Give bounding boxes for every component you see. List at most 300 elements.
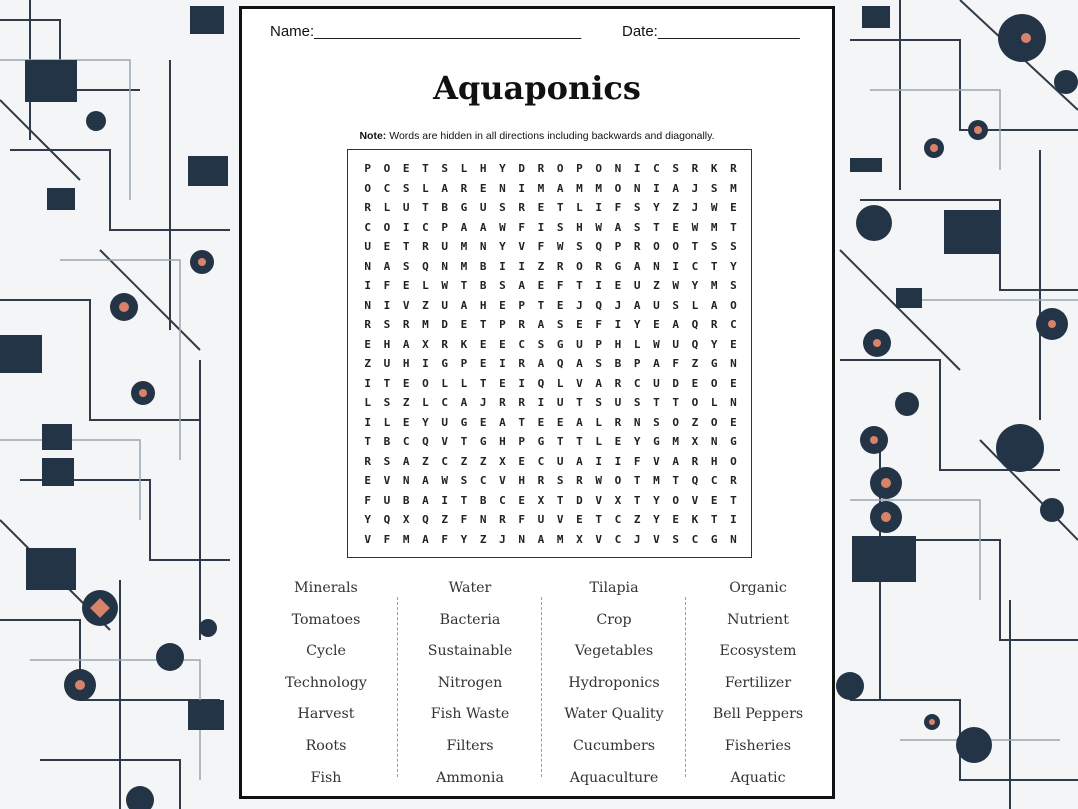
grid-letter[interactable]: W [441, 474, 448, 487]
grid-letter[interactable]: I [537, 220, 545, 234]
grid-letter[interactable]: E [460, 318, 468, 331]
grid-letter[interactable]: E [479, 337, 487, 351]
grid-letter[interactable]: O [672, 415, 679, 429]
grid-letter[interactable]: U [402, 201, 410, 214]
grid-letter[interactable]: T [576, 279, 583, 292]
grid-letter[interactable]: I [614, 318, 622, 331]
grid-letter[interactable]: R [710, 318, 718, 331]
grid-letter[interactable]: C [537, 454, 545, 468]
grid-letter[interactable]: O [672, 493, 679, 507]
grid-letter[interactable]: J [691, 181, 699, 195]
grid-letter[interactable]: P [441, 220, 448, 234]
grid-letter[interactable]: T [364, 435, 371, 448]
grid-letter[interactable]: F [633, 454, 641, 468]
grid-letter[interactable]: U [537, 513, 545, 526]
grid-letter[interactable]: J [576, 298, 583, 312]
grid-letter[interactable]: N [479, 240, 487, 253]
grid-letter[interactable]: A [537, 318, 545, 331]
grid-letter[interactable]: C [710, 474, 718, 487]
grid-letter[interactable]: U [441, 240, 448, 253]
grid-letter[interactable]: Y [730, 259, 737, 273]
grid-letter[interactable]: A [383, 259, 391, 273]
grid-letter[interactable]: V [383, 474, 391, 487]
grid-letter[interactable]: X [691, 435, 699, 448]
grid-letter[interactable]: R [537, 162, 545, 175]
grid-letter[interactable]: C [653, 162, 660, 175]
grid-letter[interactable]: O [422, 376, 429, 390]
grid-letter[interactable]: E [556, 415, 564, 429]
grid-letter[interactable]: I [518, 376, 525, 390]
grid-letter[interactable]: G [460, 415, 468, 429]
grid-letter[interactable]: Z [460, 454, 468, 468]
grid-letter[interactable]: R [518, 396, 525, 409]
grid-letter[interactable]: R [730, 162, 737, 175]
grid-letter[interactable]: A [422, 474, 429, 487]
grid-letter[interactable]: R [518, 357, 525, 370]
grid-letter[interactable]: C [499, 493, 506, 507]
grid-letter[interactable]: H [383, 337, 391, 351]
grid-letter[interactable]: A [460, 298, 468, 312]
grid-letter[interactable]: V [518, 240, 525, 253]
grid-letter[interactable]: E [537, 415, 545, 429]
grid-letter[interactable]: O [614, 181, 622, 195]
grid-letter[interactable]: Z [441, 513, 448, 526]
grid-letter[interactable]: L [422, 279, 429, 292]
grid-letter[interactable]: F [537, 240, 545, 253]
grid-letter[interactable]: R [441, 337, 448, 351]
grid-letter[interactable]: Q [691, 337, 699, 351]
grid-letter[interactable]: F [441, 532, 448, 546]
grid-letter[interactable]: Z [653, 279, 660, 292]
grid-letter[interactable]: O [710, 376, 718, 390]
grid-letter[interactable]: I [402, 220, 410, 234]
grid-letter[interactable]: L [633, 337, 641, 351]
grid-letter[interactable]: I [633, 162, 641, 175]
grid-letter[interactable]: E [364, 474, 371, 487]
grid-letter[interactable]: T [537, 298, 545, 312]
grid-letter[interactable]: A [672, 181, 679, 195]
grid-letter[interactable]: M [595, 181, 602, 195]
grid-letter[interactable]: A [422, 532, 429, 546]
grid-letter[interactable]: T [422, 162, 429, 175]
grid-letter[interactable]: G [710, 532, 718, 546]
grid-letter[interactable]: Y [460, 532, 468, 546]
grid-letter[interactable]: V [653, 532, 660, 546]
grid-letter[interactable]: F [383, 279, 391, 292]
grid-letter[interactable]: O [710, 415, 718, 429]
grid-letter[interactable]: S [710, 181, 718, 195]
grid-letter[interactable]: A [556, 181, 564, 195]
grid-letter[interactable]: E [402, 279, 410, 292]
grid-letter[interactable]: I [364, 415, 371, 429]
grid-letter[interactable]: I [595, 279, 602, 292]
grid-letter[interactable]: F [614, 201, 622, 214]
grid-letter[interactable]: M [422, 318, 429, 331]
grid-letter[interactable]: Z [633, 513, 641, 526]
grid-letter[interactable]: N [730, 357, 737, 370]
grid-letter[interactable]: U [441, 415, 448, 429]
grid-letter[interactable]: U [556, 454, 564, 468]
grid-letter[interactable]: Z [672, 201, 679, 214]
grid-letter[interactable]: I [383, 298, 391, 312]
grid-letter[interactable]: H [499, 435, 506, 448]
grid-letter[interactable]: N [364, 298, 371, 312]
grid-letter[interactable]: X [402, 513, 410, 526]
grid-letter[interactable]: W [710, 201, 718, 214]
grid-letter[interactable]: E [479, 357, 487, 370]
grid-letter[interactable]: R [402, 318, 410, 331]
grid-letter[interactable]: E [672, 513, 679, 526]
grid-letter[interactable]: P [595, 337, 602, 351]
grid-letter[interactable]: N [402, 474, 410, 487]
grid-letter[interactable]: M [460, 259, 468, 273]
grid-letter[interactable]: S [576, 240, 583, 253]
grid-letter[interactable]: Z [537, 259, 545, 273]
grid-letter[interactable]: A [576, 454, 583, 468]
grid-letter[interactable]: Y [653, 493, 660, 507]
grid-letter[interactable]: I [441, 493, 448, 507]
grid-letter[interactable]: X [537, 493, 545, 507]
grid-letter[interactable]: Y [422, 415, 429, 429]
grid-letter[interactable]: G [556, 337, 564, 351]
grid-letter[interactable]: T [383, 376, 391, 390]
grid-letter[interactable]: N [364, 259, 371, 273]
grid-letter[interactable]: C [422, 220, 429, 234]
grid-letter[interactable]: T [691, 240, 699, 253]
grid-letter[interactable]: N [710, 435, 718, 448]
grid-letter[interactable]: S [499, 201, 506, 214]
grid-letter[interactable]: J [614, 298, 622, 312]
grid-letter[interactable]: T [653, 396, 660, 409]
grid-letter[interactable]: O [383, 220, 391, 234]
grid-letter[interactable]: O [576, 259, 583, 273]
grid-letter[interactable]: R [364, 318, 371, 331]
grid-letter[interactable]: S [633, 396, 641, 409]
grid-letter[interactable]: Z [479, 532, 487, 546]
grid-letter[interactable]: E [479, 181, 487, 195]
grid-letter[interactable]: Z [422, 454, 429, 468]
grid-letter[interactable]: P [633, 357, 641, 370]
grid-letter[interactable]: Y [653, 513, 660, 526]
grid-letter[interactable]: G [710, 357, 718, 370]
grid-letter[interactable]: Y [364, 513, 371, 526]
grid-letter[interactable]: A [576, 415, 583, 429]
grid-letter[interactable]: Q [556, 357, 564, 370]
grid-letter[interactable]: G [614, 259, 622, 273]
grid-letter[interactable]: F [556, 279, 564, 292]
grid-letter[interactable]: R [364, 454, 371, 468]
grid-letter[interactable]: S [595, 396, 602, 409]
grid-letter[interactable]: Y [710, 337, 718, 351]
grid-letter[interactable]: V [691, 493, 699, 507]
grid-letter[interactable]: L [556, 376, 564, 390]
grid-letter[interactable]: S [441, 162, 448, 175]
grid-letter[interactable]: C [614, 532, 622, 546]
grid-letter[interactable]: W [499, 220, 506, 234]
grid-letter[interactable]: M [730, 181, 737, 195]
grid-letter[interactable]: M [710, 220, 718, 234]
grid-letter[interactable]: C [441, 396, 448, 409]
grid-letter[interactable]: Y [653, 201, 660, 214]
grid-letter[interactable]: A [653, 357, 660, 370]
grid-letter[interactable]: Q [383, 513, 391, 526]
grid-letter[interactable]: E [691, 376, 699, 390]
grid-letter[interactable]: E [499, 376, 506, 390]
grid-letter[interactable]: S [710, 240, 718, 253]
grid-letter[interactable]: N [633, 181, 641, 195]
grid-letter[interactable]: P [499, 318, 506, 331]
grid-letter[interactable]: U [653, 298, 660, 312]
grid-letter[interactable]: T [576, 396, 583, 409]
grid-letter[interactable]: L [460, 376, 468, 390]
grid-letter[interactable]: M [537, 181, 545, 195]
grid-letter[interactable]: D [672, 376, 679, 390]
grid-letter[interactable]: S [499, 279, 506, 292]
grid-letter[interactable]: C [518, 337, 525, 351]
grid-letter[interactable]: N [499, 181, 506, 195]
grid-letter[interactable]: E [499, 337, 506, 351]
grid-letter[interactable]: D [576, 493, 583, 507]
grid-letter[interactable]: E [653, 318, 660, 331]
grid-letter[interactable]: N [730, 532, 737, 546]
grid-letter[interactable]: Q [422, 435, 429, 448]
grid-letter[interactable]: Q [422, 259, 429, 273]
grid-letter[interactable]: S [383, 318, 391, 331]
grid-letter[interactable]: E [730, 376, 737, 390]
grid-letter[interactable]: H [614, 337, 622, 351]
grid-letter[interactable]: Z [422, 298, 429, 312]
grid-letter[interactable]: A [672, 318, 679, 331]
grid-letter[interactable]: R [614, 376, 622, 390]
grid-letter[interactable]: B [402, 493, 410, 507]
grid-letter[interactable]: R [556, 259, 564, 273]
grid-letter[interactable]: D [518, 162, 525, 175]
grid-letter[interactable]: M [556, 532, 564, 546]
grid-letter[interactable]: Y [499, 162, 506, 175]
grid-letter[interactable]: T [518, 415, 525, 429]
grid-letter[interactable]: U [556, 396, 564, 409]
grid-letter[interactable]: E [556, 298, 564, 312]
grid-letter[interactable]: V [402, 298, 410, 312]
grid-letter[interactable]: B [383, 435, 391, 448]
grid-letter[interactable]: U [383, 493, 391, 507]
grid-letter[interactable]: P [518, 298, 525, 312]
grid-letter[interactable]: E [402, 376, 410, 390]
grid-letter[interactable]: I [730, 513, 737, 526]
grid-letter[interactable]: E [730, 201, 737, 214]
grid-letter[interactable]: O [364, 181, 371, 195]
grid-letter[interactable]: T [672, 396, 679, 409]
grid-letter[interactable]: N [614, 162, 622, 175]
grid-letter[interactable]: V [595, 532, 602, 546]
grid-letter[interactable]: H [479, 298, 487, 312]
grid-letter[interactable]: B [614, 357, 622, 370]
grid-letter[interactable]: E [383, 240, 391, 253]
grid-letter[interactable]: S [653, 415, 660, 429]
grid-letter[interactable]: S [402, 259, 410, 273]
grid-letter[interactable]: I [499, 259, 506, 273]
grid-letter[interactable]: I [518, 181, 525, 195]
grid-letter[interactable]: J [499, 532, 506, 546]
grid-letter[interactable]: G [460, 201, 468, 214]
grid-letter[interactable]: W [691, 220, 699, 234]
grid-letter[interactable]: C [402, 435, 410, 448]
grid-letter[interactable]: U [576, 337, 583, 351]
grid-letter[interactable]: L [595, 415, 602, 429]
grid-letter[interactable]: R [691, 162, 699, 175]
grid-letter[interactable]: O [556, 162, 564, 175]
name-field[interactable]: Name:________________________________ [270, 23, 582, 40]
grid-letter[interactable]: Z [364, 357, 371, 370]
grid-letter[interactable]: R [614, 415, 622, 429]
grid-letter[interactable]: S [460, 474, 468, 487]
grid-letter[interactable]: F [518, 220, 525, 234]
grid-letter[interactable]: N [633, 415, 641, 429]
grid-letter[interactable]: G [441, 357, 448, 370]
grid-letter[interactable]: I [595, 201, 602, 214]
grid-letter[interactable]: E [518, 454, 525, 468]
grid-letter[interactable]: T [402, 240, 410, 253]
grid-letter[interactable]: E [710, 493, 718, 507]
grid-letter[interactable]: T [633, 474, 641, 487]
grid-letter[interactable]: S [537, 337, 545, 351]
grid-letter[interactable]: O [383, 162, 391, 175]
grid-letter[interactable]: N [479, 513, 487, 526]
grid-letter[interactable]: I [364, 376, 371, 390]
grid-letter[interactable]: L [364, 396, 371, 409]
grid-letter[interactable]: C [691, 532, 699, 546]
grid-letter[interactable]: H [710, 454, 718, 468]
grid-letter[interactable]: E [537, 279, 545, 292]
grid-letter[interactable]: C [479, 474, 487, 487]
grid-letter[interactable]: N [730, 396, 737, 409]
grid-letter[interactable]: E [364, 337, 371, 351]
grid-letter[interactable]: S [402, 181, 410, 195]
grid-letter[interactable]: Z [691, 357, 699, 370]
grid-letter[interactable]: Z [691, 415, 699, 429]
grid-letter[interactable]: X [614, 493, 622, 507]
grid-letter[interactable]: T [633, 493, 641, 507]
grid-letter[interactable]: Z [402, 396, 410, 409]
grid-letter[interactable]: E [576, 513, 583, 526]
grid-letter[interactable]: H [576, 220, 583, 234]
grid-letter[interactable]: B [479, 259, 487, 273]
grid-letter[interactable]: A [633, 259, 641, 273]
grid-letter[interactable]: A [441, 181, 448, 195]
grid-letter[interactable]: I [653, 181, 660, 195]
grid-letter[interactable]: A [402, 337, 410, 351]
grid-letter[interactable]: O [653, 240, 660, 253]
grid-letter[interactable]: Y [499, 240, 506, 253]
grid-letter[interactable]: U [614, 396, 622, 409]
grid-letter[interactable]: T [730, 493, 737, 507]
grid-letter[interactable]: L [576, 201, 583, 214]
grid-letter[interactable]: V [556, 513, 564, 526]
grid-letter[interactable]: A [576, 357, 583, 370]
grid-letter[interactable]: Y [691, 279, 699, 292]
grid-letter[interactable]: A [479, 220, 487, 234]
grid-letter[interactable]: F [518, 513, 525, 526]
grid-letter[interactable]: F [672, 357, 679, 370]
grid-letter[interactable]: Q [595, 240, 602, 253]
grid-letter[interactable]: G [537, 435, 545, 448]
grid-letter[interactable]: T [460, 435, 468, 448]
grid-letter[interactable]: R [364, 201, 371, 214]
grid-letter[interactable]: C [614, 513, 622, 526]
grid-letter[interactable]: L [595, 435, 602, 448]
grid-letter[interactable]: X [422, 337, 429, 351]
grid-letter[interactable]: S [383, 396, 391, 409]
grid-letter[interactable]: W [595, 220, 602, 234]
grid-letter[interactable]: L [383, 201, 391, 214]
grid-letter[interactable]: P [614, 240, 622, 253]
grid-letter[interactable]: K [460, 337, 468, 351]
grid-letter[interactable]: B [479, 279, 487, 292]
grid-letter[interactable]: M [672, 435, 679, 448]
grid-letter[interactable]: D [441, 318, 448, 331]
grid-letter[interactable]: N [518, 532, 525, 546]
grid-letter[interactable]: T [479, 318, 487, 331]
grid-letter[interactable]: T [556, 435, 564, 448]
grid-letter[interactable]: L [441, 376, 448, 390]
grid-letter[interactable]: A [537, 357, 545, 370]
grid-letter[interactable]: T [710, 259, 718, 273]
grid-letter[interactable]: S [595, 357, 602, 370]
grid-letter[interactable]: E [614, 435, 622, 448]
grid-letter[interactable]: U [653, 376, 660, 390]
grid-letter[interactable]: A [460, 396, 468, 409]
grid-letter[interactable]: T [730, 220, 737, 234]
grid-letter[interactable]: W [653, 337, 660, 351]
grid-letter[interactable]: O [595, 162, 602, 175]
date-field[interactable]: Date:_________________ [622, 23, 800, 40]
grid-letter[interactable]: I [537, 396, 545, 409]
grid-letter[interactable]: F [383, 532, 391, 546]
grid-letter[interactable]: V [595, 493, 602, 507]
grid-letter[interactable]: M [710, 279, 718, 292]
grid-letter[interactable]: W [672, 279, 679, 292]
grid-letter[interactable]: T [653, 220, 660, 234]
grid-letter[interactable]: S [672, 298, 679, 312]
grid-letter[interactable]: S [672, 532, 679, 546]
grid-letter[interactable]: I [672, 259, 679, 273]
grid-letter[interactable]: S [383, 454, 391, 468]
grid-letter[interactable]: L [422, 396, 429, 409]
grid-letter[interactable]: I [364, 279, 371, 292]
grid-letter[interactable]: E [730, 337, 737, 351]
grid-letter[interactable]: R [499, 396, 506, 409]
grid-letter[interactable]: I [518, 259, 525, 273]
grid-letter[interactable]: S [556, 474, 564, 487]
grid-letter[interactable]: S [672, 162, 679, 175]
grid-letter[interactable]: V [364, 532, 371, 546]
grid-letter[interactable]: A [614, 220, 622, 234]
grid-letter[interactable]: R [576, 474, 583, 487]
grid-letter[interactable]: N [441, 259, 448, 273]
grid-letter[interactable]: C [441, 454, 448, 468]
grid-letter[interactable]: Q [691, 474, 699, 487]
grid-letter[interactable]: A [499, 415, 506, 429]
grid-letter[interactable]: O [672, 240, 679, 253]
grid-letter[interactable]: L [383, 415, 391, 429]
grid-letter[interactable]: T [556, 493, 564, 507]
grid-letter[interactable]: R [460, 181, 468, 195]
grid-letter[interactable]: Q [595, 298, 602, 312]
grid-letter[interactable]: R [537, 474, 545, 487]
grid-letter[interactable]: E [518, 493, 525, 507]
grid-letter[interactable]: L [460, 162, 468, 175]
grid-letter[interactable]: A [402, 454, 410, 468]
